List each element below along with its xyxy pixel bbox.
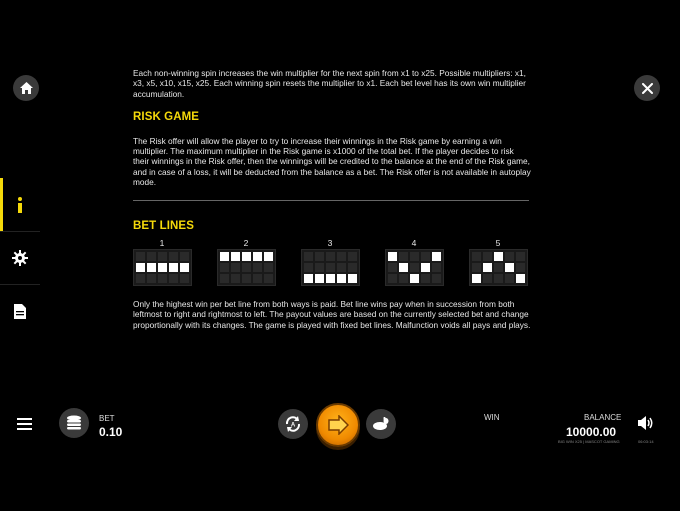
bet-value: 0.10	[99, 425, 123, 439]
bet-button[interactable]	[59, 408, 89, 438]
spin-icon	[327, 415, 349, 435]
bet-line-cell-active	[388, 252, 397, 261]
footer-time: 06:03:14	[638, 439, 654, 444]
home-button[interactable]	[13, 75, 39, 101]
bet-line-cell-active	[483, 263, 492, 272]
bet-line-cell	[326, 252, 335, 261]
bet-line	[301, 237, 359, 286]
bet-line-cell	[494, 263, 503, 272]
bet-line-cell-active	[399, 263, 408, 272]
bet-line-cell	[399, 252, 408, 261]
bet-line-number: 1	[159, 238, 165, 249]
bet-line-cell-active	[326, 274, 335, 283]
spin-button[interactable]	[316, 403, 360, 447]
bet-line-cell	[421, 252, 430, 261]
bet-line-grid	[133, 249, 192, 286]
bet-line-cell	[337, 252, 346, 261]
bet-line-cell	[505, 252, 514, 261]
bet-line-cell	[147, 274, 156, 283]
bet-line-number: 5	[495, 238, 501, 249]
bet-line-cell	[432, 274, 441, 283]
bet-line-cell-active	[264, 252, 273, 261]
bet-line	[133, 237, 191, 286]
bet-line	[469, 237, 527, 286]
bet-line-cell-active	[315, 274, 324, 283]
bet-line-cell-active	[410, 274, 419, 283]
footer-brand: BIG WIN X25 | MASCOT GAMING	[558, 439, 620, 444]
bet-line-cell	[304, 263, 313, 272]
bet-line-cell-active	[337, 274, 346, 283]
bet-line-grid	[217, 249, 276, 286]
bet-line-cell	[388, 274, 397, 283]
bet-lines-text: Only the highest win per bet line from both ways is paid. Bet line wins pay when in succession from both leftmost to right and rightmost to left. The payout values are based on the currently selected bet and change proportionally with its changes. The game is played with fixed bet lines. Malfunction voids all pays and plays.	[133, 299, 531, 330]
menu-button[interactable]	[17, 417, 32, 435]
bet-line-cell	[516, 263, 525, 272]
bet-line-cell-active	[432, 252, 441, 261]
close-button[interactable]	[634, 75, 660, 101]
coins-icon	[65, 415, 83, 431]
bet-line-cell	[158, 274, 167, 283]
bet-line-cell	[253, 263, 262, 272]
bet-line-cell	[337, 263, 346, 272]
bet-line-cell-active	[253, 252, 262, 261]
bet-line-grid	[469, 249, 528, 286]
bet-line-cell-active	[304, 274, 313, 283]
tab-info[interactable]	[0, 178, 40, 231]
bet-line-cell-active	[136, 263, 145, 272]
bet-line-cell-active	[158, 263, 167, 272]
bet-line-cell	[136, 252, 145, 261]
risk-game-text: The Risk offer will allow the player to try to increase their winnings in the Risk game by earning a win multiplier. The maximum multiplier in the Risk game is x1000 of the total bet. If the player decides to risk their winnings in the Risk offer, then the winnings will be credited to the balance at the end of the Risk game, and in case of a loss, it will be deducted from the balance as a bet. The Risk offer is not available in autoplay mode.	[133, 135, 531, 188]
bet-line-grid	[385, 249, 444, 286]
bet-line-cell	[180, 274, 189, 283]
bet-line-cell	[348, 263, 357, 272]
bet-line-cell	[304, 252, 313, 261]
bet-line-cell	[231, 263, 240, 272]
turbo-icon	[371, 417, 391, 431]
bet-line-cell	[505, 274, 514, 283]
bet-line-cell	[264, 263, 273, 272]
bet-line-cell	[169, 252, 178, 261]
win-label: WIN	[484, 413, 500, 422]
bottom-bar	[0, 400, 680, 450]
turbo-button[interactable]	[366, 409, 396, 439]
bet-line-number: 2	[243, 238, 249, 249]
side-nav	[0, 178, 40, 337]
home-icon	[20, 82, 33, 94]
bet-line-cell	[158, 252, 167, 261]
document-icon	[14, 304, 26, 319]
bet-line-cell	[180, 252, 189, 261]
bet-line-cell	[410, 252, 419, 261]
bet-lines-heading: BET LINES	[133, 219, 194, 232]
autoplay-icon	[283, 414, 303, 434]
bet-line-grid	[301, 249, 360, 286]
bet-line-cell	[169, 274, 178, 283]
bet-line-cell	[388, 263, 397, 272]
bet-line-cell	[231, 274, 240, 283]
bet-line-cell	[220, 274, 229, 283]
bet-line-cell-active	[220, 252, 229, 261]
bet-line-cell	[242, 263, 251, 272]
gear-icon	[12, 250, 28, 266]
bet-line	[385, 237, 443, 286]
tab-settings[interactable]	[0, 231, 40, 284]
bet-line-cell	[147, 252, 156, 261]
bet-line-cell	[136, 274, 145, 283]
balance-label: BALANCE	[584, 413, 622, 422]
bet-line-cell-active	[505, 263, 514, 272]
bet-line-cell-active	[348, 274, 357, 283]
bet-line-cell	[348, 252, 357, 261]
speaker-icon	[637, 415, 655, 431]
close-icon	[642, 83, 653, 94]
bet-line-cell-active	[516, 274, 525, 283]
bet-line-cell-active	[180, 263, 189, 272]
multiplier-text: Each non-winning spin increases the win multiplier for the next spin from x1 to x25. Possible multipliers: x1, x3, x5, x10, x15, x25. Each winning spin resets the multiplier to x1. Each bet level has its own win multiplier accumulation.	[133, 68, 526, 99]
hamburger-icon	[17, 418, 32, 430]
bet-line-cell	[483, 252, 492, 261]
bet-line-cell	[326, 263, 335, 272]
bet-line-number: 4	[411, 238, 417, 249]
bet-line-cell	[494, 274, 503, 283]
svg-text:A: A	[290, 422, 296, 429]
sound-button[interactable]	[637, 415, 655, 436]
bet-line-cell	[220, 263, 229, 272]
bet-line-cell	[472, 252, 481, 261]
bet-line-cell	[315, 263, 324, 272]
bet-line-cell-active	[472, 274, 481, 283]
bet-line	[217, 237, 275, 286]
bet-line-cell-active	[421, 263, 430, 272]
bet-line-cell	[432, 263, 441, 272]
bet-line-cell-active	[231, 252, 240, 261]
bet-lines-row	[133, 237, 531, 286]
bet-line-cell	[315, 252, 324, 261]
bet-line-cell	[242, 274, 251, 283]
bet-line-cell	[264, 274, 273, 283]
bet-line-cell-active	[169, 263, 178, 272]
bet-line-cell	[516, 252, 525, 261]
bet-line-cell	[421, 274, 430, 283]
info-icon	[16, 197, 24, 213]
balance-value: 10000.00	[566, 425, 617, 439]
divider	[133, 200, 529, 201]
risk-game-heading: RISK GAME	[133, 111, 200, 124]
bet-line-cell	[253, 274, 262, 283]
bet-line-cell-active	[494, 252, 503, 261]
rules-content	[133, 68, 531, 330]
bet-line-number: 3	[327, 238, 333, 249]
bet-label: BET	[99, 414, 115, 423]
bet-line-cell	[483, 274, 492, 283]
bet-line-cell	[410, 263, 419, 272]
autoplay-button[interactable]	[278, 409, 308, 439]
bet-line-cell-active	[242, 252, 251, 261]
bet-line-cell-active	[147, 263, 156, 272]
bet-line-cell	[472, 263, 481, 272]
tab-rules[interactable]	[0, 284, 40, 337]
bet-line-cell	[399, 274, 408, 283]
